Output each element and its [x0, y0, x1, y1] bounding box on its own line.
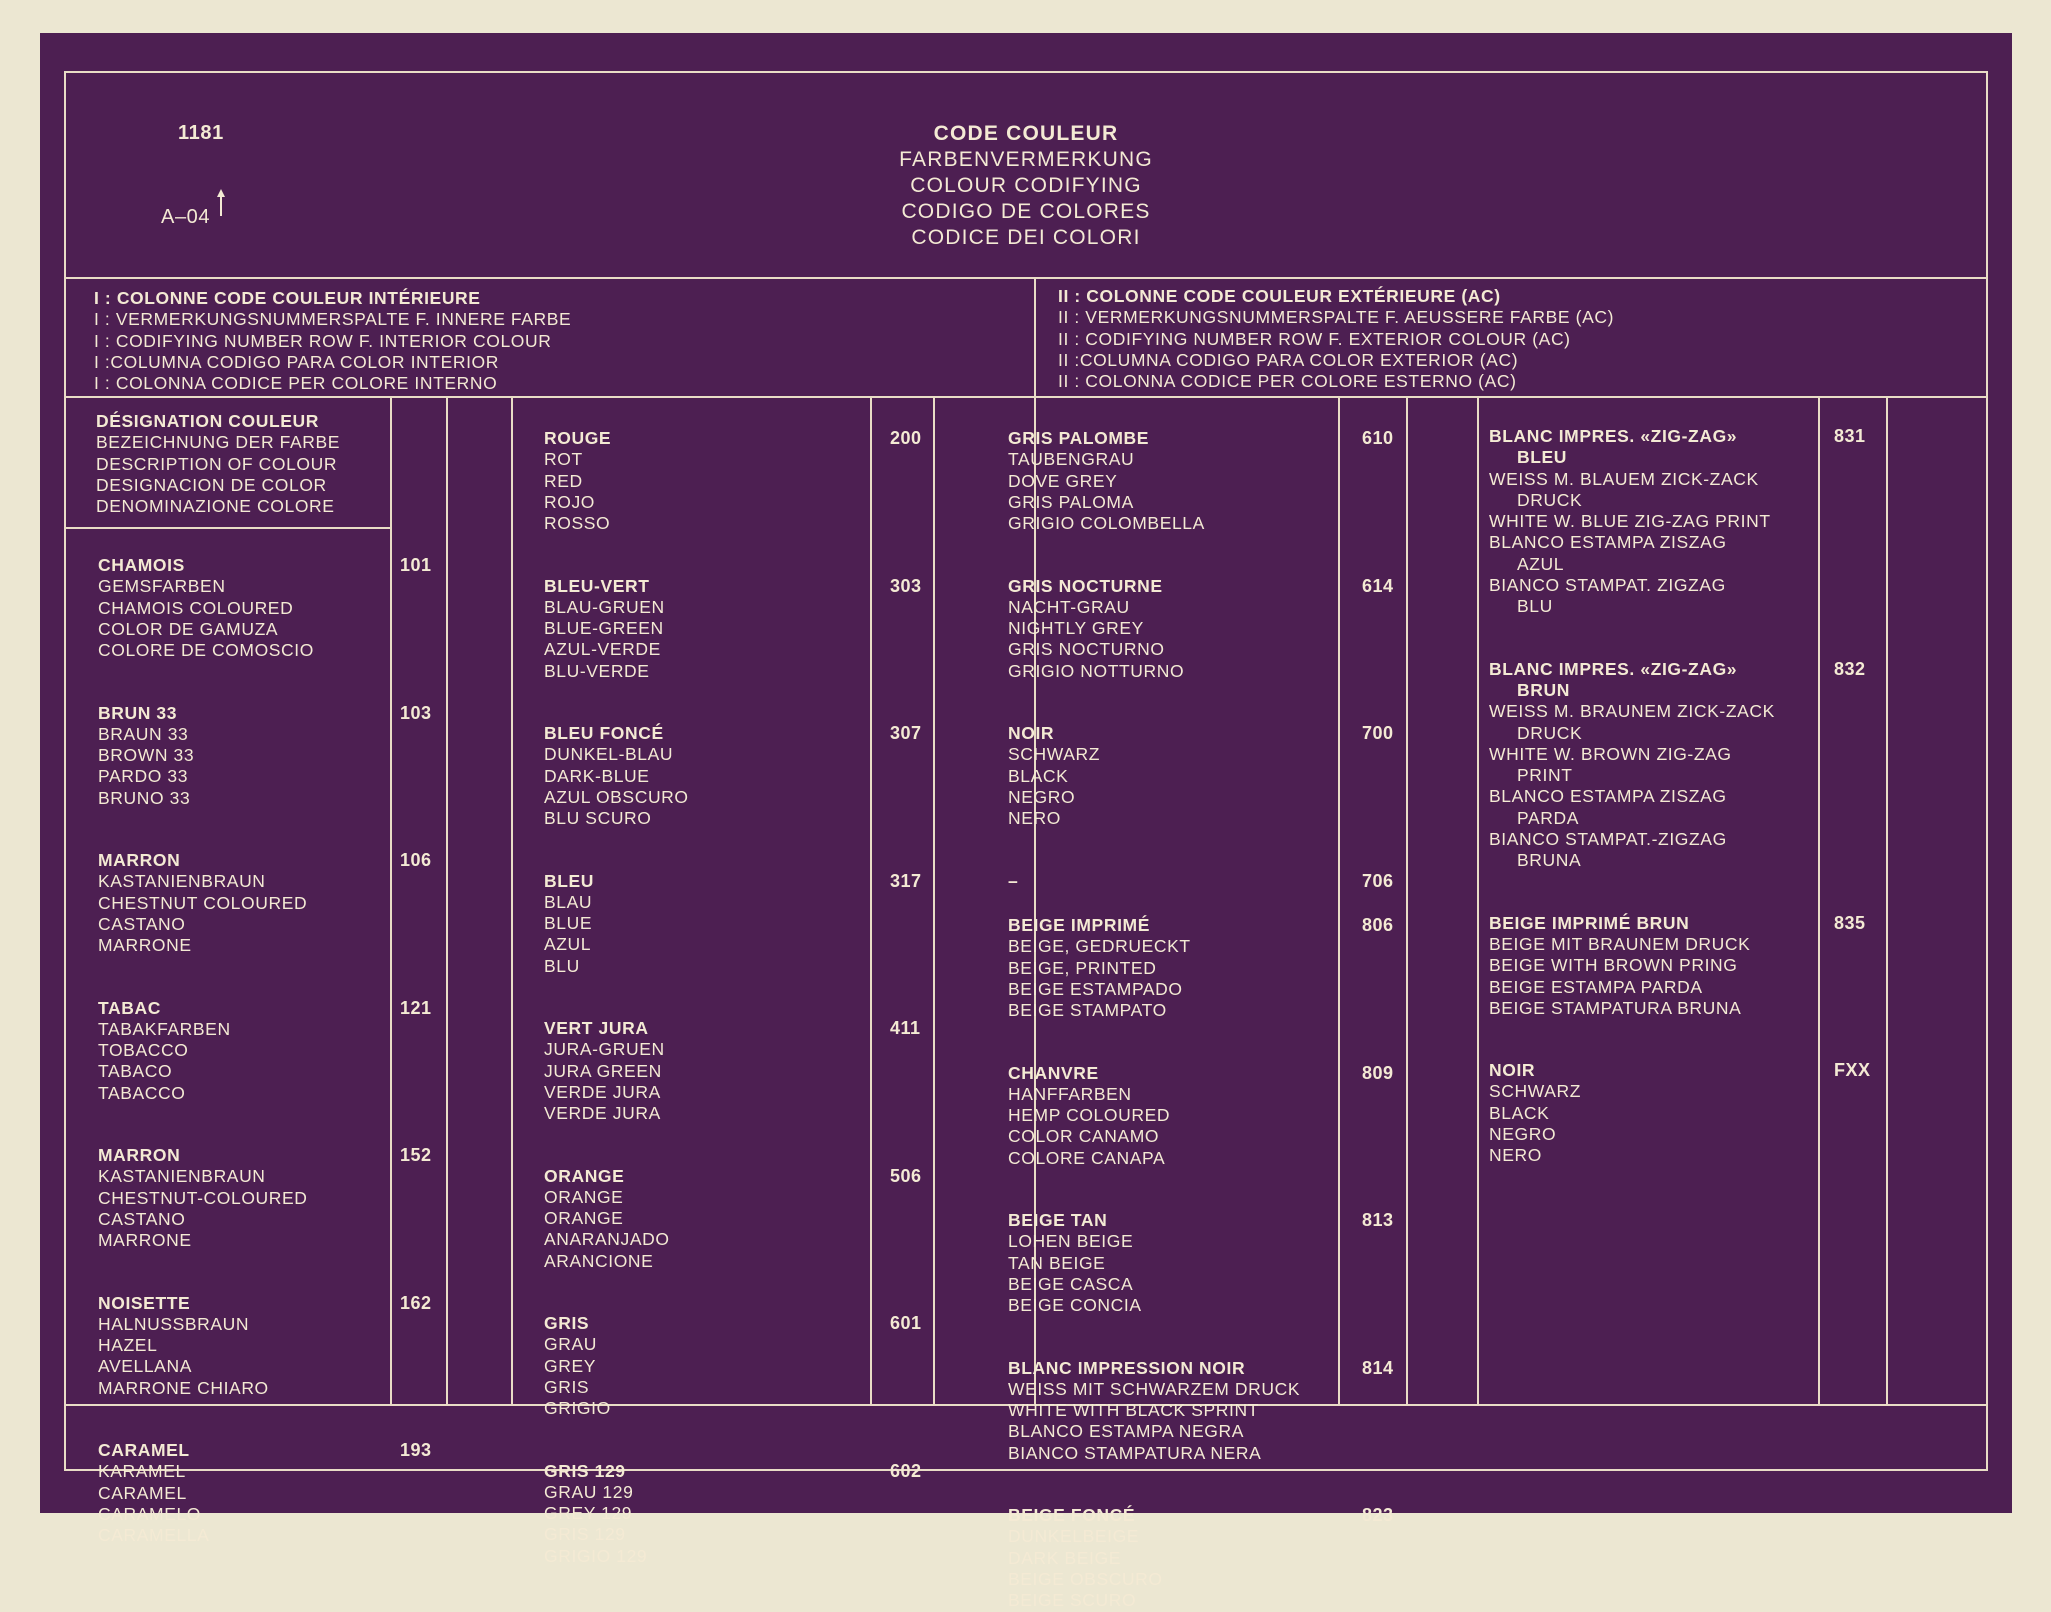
- sheet-ref-label: A–04: [161, 206, 211, 228]
- title-block: [766, 121, 1286, 251]
- col3-code-rule: [1338, 396, 1340, 1404]
- color-name-cont: BLEU: [1517, 447, 1568, 468]
- color-translation: BEIGE OBSCURO: [1008, 1568, 1163, 1589]
- color-entry: [1489, 426, 1771, 618]
- designation-3: DESIGNACION DE COLOR: [96, 474, 327, 495]
- designation-header: [96, 411, 340, 517]
- color-translation: GRIGIO: [544, 1398, 611, 1419]
- color-code: FXX: [1834, 1060, 1871, 1081]
- legend-interior-2: I : CODIFYING NUMBER ROW F. INTERIOR COLOUR: [94, 330, 552, 351]
- color-translation: BEIGE, GEDRUECKT: [1008, 936, 1191, 957]
- color-code: 152: [400, 1145, 432, 1165]
- color-translation: CHAMOIS COLOURED: [98, 597, 294, 618]
- sheet-number: 1181: [178, 122, 224, 144]
- color-translation: AZUL-VERDE: [544, 639, 661, 660]
- color-entry: [1008, 576, 1184, 682]
- color-name: NOIR: [1008, 723, 1055, 743]
- color-translation: CARAMEL: [98, 1482, 187, 1503]
- color-code: 200: [890, 428, 922, 448]
- legend-exterior-4: II : COLONNA CODICE PER COLORE ESTERNO (AC): [1058, 371, 1517, 392]
- color-translation: KASTANIENBRAUN: [98, 1166, 266, 1187]
- color-name: GRIS NOCTURNE: [1008, 575, 1163, 596]
- color-translation: GRIGIO 129: [544, 1545, 648, 1566]
- color-code: 101: [400, 555, 432, 575]
- color-entry: [544, 1313, 611, 1419]
- color-entry: [98, 1145, 308, 1251]
- color-translation: COLOR DE GAMUZA: [98, 618, 279, 639]
- color-code: 162: [400, 1292, 432, 1313]
- color-translation: BRUNA: [1517, 850, 1582, 871]
- color-name: VERT JURA: [544, 1018, 649, 1038]
- color-name: BEIGE FONCÉ: [1008, 1505, 1136, 1526]
- color-translation: ROSSO: [544, 513, 611, 534]
- legend-interior-1: I : VERMERKUNGSNUMMERSPALTE F. INNERE FARBE: [94, 309, 572, 330]
- color-name: BLEU FONCÉ: [544, 723, 664, 743]
- color-translation: MARRONE CHIARO: [98, 1377, 269, 1398]
- color-translation: BLU SCURO: [544, 808, 652, 829]
- color-translation: MARRONE: [98, 935, 192, 956]
- color-translation: BLACK: [1008, 765, 1069, 786]
- color-translation: COLORE DE COMOSCIO: [98, 640, 314, 661]
- color-translation: KASTANIENBRAUN: [98, 871, 266, 892]
- color-translation: CHESTNUT COLOURED: [98, 892, 308, 913]
- color-translation: BLAU-GRUEN: [544, 596, 665, 617]
- color-translation: JURA-GRUEN: [544, 1039, 665, 1060]
- designation-0: DÉSIGNATION COULEUR: [96, 411, 320, 431]
- color-translation: PARDO 33: [98, 766, 189, 787]
- color-translation: AZUL: [1517, 553, 1565, 574]
- color-code: 835: [1834, 912, 1866, 933]
- designation-divider: [66, 527, 390, 529]
- color-code: 106: [400, 850, 432, 870]
- color-entry: [98, 1440, 209, 1546]
- color-code: 610: [1362, 428, 1394, 448]
- color-name: GRIS PALOMBE: [1008, 428, 1150, 448]
- color-translation: GREY: [544, 1355, 596, 1376]
- color-name: CARAMEL: [98, 1440, 190, 1460]
- color-translation: DARK BEIGE: [1008, 1547, 1121, 1568]
- legend-interior-0: I : COLONNE CODE COULEUR INTÉRIEURE: [94, 288, 481, 308]
- color-name: BLEU: [544, 870, 595, 891]
- color-code: 813: [1362, 1210, 1394, 1231]
- col3-ext-rule: [1406, 396, 1408, 1404]
- color-translation: BEIGE WITH BROWN PRING: [1489, 955, 1738, 976]
- color-name: TABAC: [98, 997, 161, 1018]
- color-translation: TABACO: [98, 1061, 173, 1082]
- color-translation: HAZEL: [98, 1335, 158, 1356]
- title-en: COLOUR CODIFYING: [910, 174, 1142, 197]
- legend-exterior-1: II : VERMERKUNGSNUMMERSPALTE F. AEUSSERE FARBE (AC): [1058, 307, 1615, 328]
- color-translation: BLAU: [544, 891, 593, 912]
- color-code: 706: [1362, 870, 1394, 891]
- color-translation: BEIGE STAMPATO: [1008, 1000, 1167, 1021]
- title-fr: CODE COULEUR: [933, 122, 1119, 145]
- designation-4: DENOMINAZIONE COLORE: [96, 496, 335, 517]
- color-translation: NEGRO: [1489, 1124, 1557, 1145]
- title-es: CODIGO DE COLORES: [901, 200, 1151, 223]
- legend-divider: [66, 396, 1986, 398]
- color-entry: [544, 428, 611, 534]
- color-translation: NEGRO: [1008, 786, 1076, 807]
- color-translation: BIANCO STAMPAT. ZIGZAG: [1489, 575, 1726, 596]
- color-name: BRUN 33: [98, 702, 178, 723]
- color-code: 303: [890, 575, 922, 596]
- color-translation: GRAU: [544, 1334, 597, 1355]
- color-name: –: [1008, 870, 1019, 891]
- color-translation: BLACK: [1489, 1102, 1550, 1123]
- color-translation: DARK-BLUE: [544, 765, 650, 786]
- color-translation: CASTANO: [98, 1208, 186, 1229]
- color-translation: ROJO: [544, 491, 596, 512]
- color-translation: CASTANO: [98, 913, 186, 934]
- color-code: 700: [1362, 723, 1394, 743]
- color-translation: COLORE CANAPA: [1008, 1147, 1166, 1168]
- color-translation: WHITE WITH BLACK SPRINT: [1008, 1400, 1260, 1421]
- legend-interior: [94, 288, 571, 394]
- title-de: FARBENVERMERKUNG: [899, 148, 1153, 171]
- color-translation: BRAUN 33: [98, 723, 189, 744]
- color-translation: BEIGE ESTAMPADO: [1008, 978, 1183, 999]
- color-translation: TOBACCO: [98, 1040, 189, 1061]
- color-entry: [98, 850, 307, 956]
- color-entry: [1008, 428, 1205, 534]
- color-translation: SCHWARZ: [1489, 1081, 1582, 1102]
- color-translation: BRUNO 33: [98, 787, 191, 808]
- color-translation: TABACCO: [98, 1082, 186, 1103]
- col4-rule: [1477, 396, 1479, 1404]
- legend-exterior-2: II : CODIFYING NUMBER ROW F. EXTERIOR COLOUR (AC): [1058, 328, 1571, 349]
- sheet-ref: [161, 193, 226, 228]
- color-entry: [1489, 659, 1775, 872]
- color-name: BLANC IMPRES. «ZIG-ZAG»: [1489, 426, 1738, 446]
- color-entry: [1008, 871, 1018, 892]
- color-entry: [98, 1293, 269, 1399]
- color-name: BLANC IMPRESSION NOIR: [1008, 1357, 1246, 1378]
- color-code: 831: [1834, 426, 1866, 446]
- color-translation: MARRONE: [98, 1230, 192, 1251]
- color-code: 809: [1362, 1062, 1394, 1083]
- color-name-cont: BRUN: [1517, 679, 1570, 700]
- color-code: 307: [890, 723, 922, 743]
- color-translation: BROWN 33: [98, 745, 195, 766]
- color-translation: ORANGE: [544, 1186, 624, 1207]
- table-frame: [64, 71, 1988, 1611]
- color-translation: DUNKELBEIGE: [1008, 1526, 1140, 1547]
- color-code: 317: [890, 870, 922, 891]
- color-code: 121: [400, 997, 432, 1018]
- color-name: MARRON: [98, 850, 181, 870]
- color-name: GRIS 129: [544, 1460, 626, 1481]
- color-translation: AVELLANA: [98, 1356, 192, 1377]
- color-name: BEIGE IMPRIMÉ: [1008, 915, 1150, 936]
- legend-exterior-0: II : COLONNE CODE COULEUR EXTÉRIEURE (AC): [1058, 286, 1501, 306]
- color-entry: [544, 576, 665, 682]
- color-translation: HANFFARBEN: [1008, 1083, 1132, 1104]
- color-translation: WHITE W. BLUE ZIG-ZAG PRINT: [1489, 511, 1771, 532]
- color-translation: CARAMELO: [98, 1503, 202, 1524]
- color-translation: ARANCIONE: [544, 1250, 654, 1271]
- color-name: NOISETTE: [98, 1292, 191, 1313]
- color-entry: [1008, 1063, 1170, 1169]
- color-code: 806: [1362, 915, 1394, 936]
- color-translation: ORANGE: [544, 1208, 624, 1229]
- legend-exterior-3: II :COLUMNA CODIGO PARA COLOR EXTERIOR (AC): [1058, 349, 1519, 370]
- color-translation: WEISS M. BRAUNEM ZICK-ZACK: [1489, 701, 1775, 722]
- color-translation: BLANCO ESTAMPA ZISZAG: [1489, 786, 1727, 807]
- title-it: CODICE DEI COLORI: [911, 226, 1141, 249]
- col4-code-rule: [1818, 396, 1820, 1404]
- color-name: CHANVRE: [1008, 1062, 1099, 1083]
- color-translation: AZUL OBSCURO: [544, 786, 689, 807]
- color-code: 506: [890, 1165, 922, 1186]
- color-translation: TAN BEIGE: [1008, 1252, 1106, 1273]
- color-translation: BLANCO ESTAMPA NEGRA: [1008, 1421, 1244, 1442]
- color-translation: TAUBENGRAU: [1008, 449, 1135, 470]
- col4-ext-rule: [1886, 396, 1888, 1404]
- color-translation: BLUE: [544, 913, 593, 934]
- color-translation: HALNUSSBRAUN: [98, 1313, 250, 1334]
- legend-exterior: [1058, 286, 1614, 392]
- color-name: CHAMOIS: [98, 555, 185, 575]
- color-entry: [544, 1018, 665, 1124]
- color-translation: GRIS PALOMA: [1008, 491, 1134, 512]
- color-translation: GRIGIO COLOMBELLA: [1008, 513, 1205, 534]
- color-translation: KARAMEL: [98, 1461, 186, 1482]
- col2-ext-rule: [933, 396, 935, 1404]
- color-entry: [544, 1166, 670, 1272]
- legend-interior-3: I :COLUMNA CODIGO PARA COLOR INTERIOR: [94, 351, 499, 372]
- header-divider: [66, 277, 1986, 279]
- color-translation: DOVE GREY: [1008, 470, 1118, 491]
- color-translation: VERDE JURA: [544, 1081, 661, 1102]
- color-translation: BLUE-GREEN: [544, 618, 664, 639]
- color-translation: GREY 129: [544, 1503, 633, 1524]
- color-entry: [1489, 913, 1750, 1019]
- color-translation: BLU: [544, 955, 580, 976]
- color-entry: [544, 871, 594, 977]
- color-translation: WEISS M. BLAUEM ZICK-ZACK: [1489, 468, 1759, 489]
- color-name: BEIGE TAN: [1008, 1210, 1108, 1231]
- color-translation: RED: [544, 470, 583, 491]
- color-translation: GEMSFARBEN: [98, 576, 226, 597]
- designation-1: BEZEICHNUNG DER FARBE: [96, 432, 341, 453]
- color-entry: [1008, 1358, 1300, 1464]
- color-code: 823: [1362, 1505, 1394, 1526]
- color-translation: BEIGE CONCIA: [1008, 1295, 1142, 1316]
- color-entry: [544, 723, 689, 829]
- color-entry: [544, 1461, 647, 1567]
- color-code: 411: [890, 1018, 921, 1038]
- color-translation: ROT: [544, 449, 583, 470]
- color-translation: BLU-VERDE: [544, 660, 650, 681]
- col2-code-rule: [870, 396, 872, 1404]
- color-code-sheet: [40, 33, 2012, 1611]
- color-translation: COLOR CANAMO: [1008, 1126, 1160, 1147]
- color-translation: TABAKFARBEN: [98, 1018, 231, 1039]
- color-translation: GRIS NOCTURNO: [1008, 639, 1165, 660]
- color-translation: BEIGE ESTAMPA PARDA: [1489, 976, 1703, 997]
- color-translation: NACHT-GRAU: [1008, 596, 1130, 617]
- color-entry: [98, 998, 231, 1104]
- color-name: BEIGE IMPRIMÉ BRUN: [1489, 912, 1690, 933]
- color-code: 814: [1362, 1357, 1394, 1378]
- color-translation: BEIGE SCURO: [1008, 1590, 1137, 1611]
- color-translation: HEMP COLOURED: [1008, 1105, 1171, 1126]
- col1-code-rule: [390, 396, 392, 1404]
- color-translation: WHITE W. BROWN ZIG-ZAG: [1489, 743, 1732, 764]
- legend-interior-4: I : COLONNA CODICE PER COLORE INTERNO: [94, 373, 498, 394]
- color-translation: BIANCO STAMPAT.-ZIGZAG: [1489, 829, 1727, 850]
- color-translation: VERDE JURA: [544, 1103, 661, 1124]
- color-code: 103: [400, 702, 432, 723]
- color-translation: GRIS: [544, 1376, 590, 1397]
- arrow-up-icon: [216, 187, 226, 222]
- color-translation: LOHEN BEIGE: [1008, 1231, 1134, 1252]
- color-entry: [1008, 915, 1191, 1021]
- color-translation: WEISS MIT SCHWARZEM DRUCK: [1008, 1378, 1301, 1399]
- color-translation: BLU: [1517, 596, 1553, 617]
- color-entry: [1489, 1060, 1581, 1166]
- color-translation: CHESTNUT-COLOURED: [98, 1187, 308, 1208]
- color-code: 832: [1834, 658, 1866, 679]
- color-entry: [98, 703, 194, 809]
- color-name: GRIS: [544, 1313, 590, 1333]
- color-translation: BEIGE STAMPATURA BRUNA: [1489, 997, 1742, 1018]
- designation-2: DESCRIPTION OF COLOUR: [96, 453, 338, 474]
- color-translation: BEIGE CASCA: [1008, 1273, 1134, 1294]
- color-code: 602: [890, 1460, 922, 1481]
- color-translation: NIGHTLY GREY: [1008, 618, 1144, 639]
- color-translation: PARDA: [1517, 807, 1579, 828]
- color-translation: PRINT: [1517, 765, 1573, 786]
- col1-ext-rule: [446, 396, 448, 1404]
- color-translation: BEIGE MIT BRAUNEM DRUCK: [1489, 933, 1751, 954]
- color-code: 193: [400, 1440, 432, 1460]
- color-translation: NERO: [1489, 1145, 1542, 1166]
- color-translation: DRUCK: [1517, 489, 1583, 510]
- color-code: 601: [890, 1313, 922, 1333]
- color-translation: BLANCO ESTAMPA ZISZAG: [1489, 532, 1727, 553]
- color-entry: [1008, 723, 1100, 829]
- color-translation: ANARANJADO: [544, 1229, 670, 1250]
- color-translation: GRAU 129: [544, 1481, 634, 1502]
- color-code: 614: [1362, 575, 1394, 596]
- color-translation: DUNKEL-BLAU: [544, 744, 674, 765]
- color-name: ORANGE: [544, 1165, 625, 1186]
- color-translation: AZUL: [544, 934, 592, 955]
- color-translation: DRUCK: [1517, 722, 1583, 743]
- color-name: ROUGE: [544, 428, 612, 448]
- color-translation: BIANCO STAMPATURA NERA: [1008, 1442, 1262, 1463]
- color-translation: JURA GREEN: [544, 1060, 662, 1081]
- color-name: BLEU-VERT: [544, 575, 650, 596]
- color-translation: SCHWARZ: [1008, 744, 1101, 765]
- color-entry: [98, 555, 314, 661]
- color-name: BLANC IMPRES. «ZIG-ZAG»: [1489, 658, 1738, 679]
- color-translation: BEIGE, PRINTED: [1008, 957, 1157, 978]
- color-name: MARRON: [98, 1145, 181, 1165]
- color-entry: [1008, 1210, 1142, 1316]
- color-translation: GRIGIO NOTTURNO: [1008, 660, 1185, 681]
- color-translation: GRIS 129: [544, 1524, 626, 1545]
- color-translation: CARAMELLA: [98, 1525, 210, 1546]
- color-entry: [1008, 1505, 1163, 1611]
- color-name: NOIR: [1489, 1060, 1536, 1081]
- col2-rule: [511, 396, 513, 1404]
- color-translation: NERO: [1008, 808, 1061, 829]
